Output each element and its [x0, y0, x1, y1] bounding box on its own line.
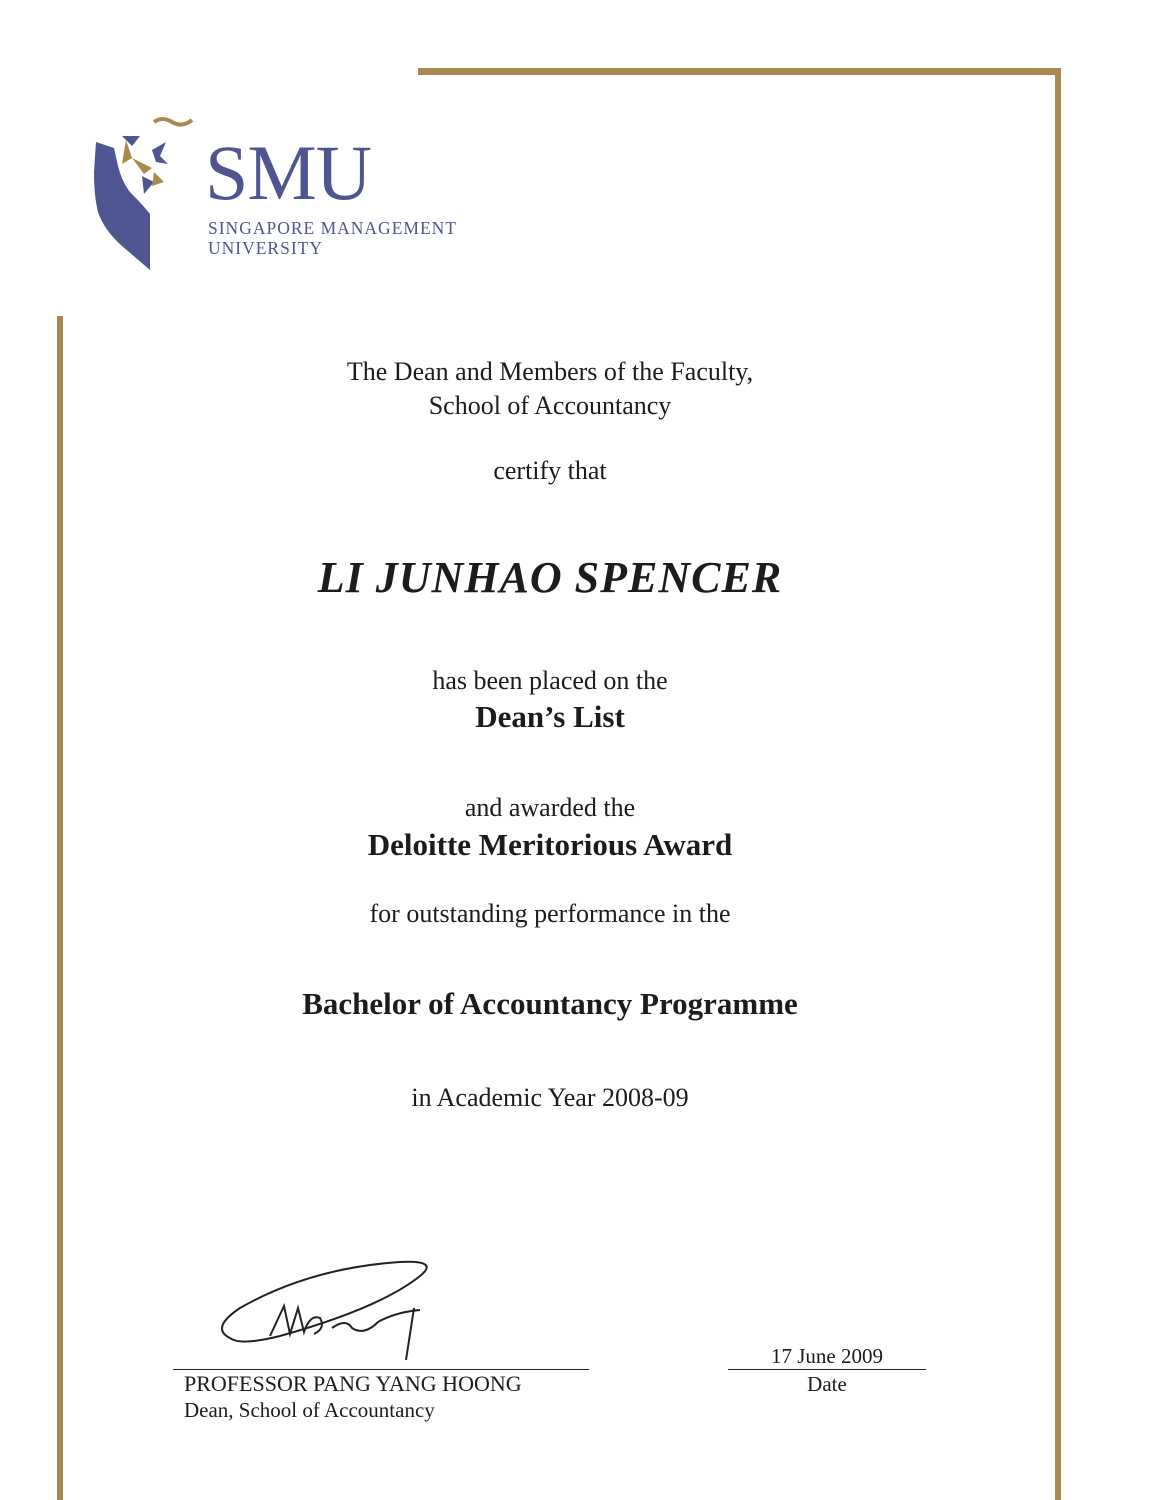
date-label: Date: [807, 1372, 847, 1396]
issue-date: 17 June 2009: [771, 1344, 883, 1368]
date-line: [728, 1369, 926, 1370]
signatory-name: PROFESSOR PANG YANG HOONG: [184, 1371, 522, 1396]
intro-line-2: School of Accountancy: [428, 391, 672, 420]
recipient-name: LI JUNHAO SPENCER: [317, 553, 783, 602]
logo-wordmark: SMU: [205, 129, 372, 216]
honour-title: Dean’s List: [475, 699, 625, 734]
dean-signature: [200, 1248, 450, 1368]
academic-year: in Academic Year 2008-09: [411, 1083, 689, 1112]
logo-subtitle-line2: UNIVERSITY: [208, 238, 323, 258]
frame-top-border: [418, 68, 1061, 75]
logo-subtitle-line1: SINGAPORE MANAGEMENT: [208, 218, 457, 238]
smu-lion-emblem-icon: [92, 112, 202, 277]
performance-text: for outstanding performance in the: [369, 899, 731, 928]
frame-right-border: [1055, 68, 1061, 1500]
programme-title: Bachelor of Accountancy Programme: [302, 986, 798, 1021]
signatory-title: Dean, School of Accountancy: [184, 1398, 435, 1422]
logo-subtitle: [208, 218, 457, 258]
placed-text: has been placed on the: [432, 666, 668, 695]
smu-logo: [92, 112, 492, 282]
awarded-text: and awarded the: [464, 793, 636, 822]
certify-text: certify that: [493, 456, 607, 485]
intro-line-1: The Dean and Members of the Faculty,: [346, 357, 754, 386]
award-title: Deloitte Meritorious Award: [367, 827, 733, 862]
